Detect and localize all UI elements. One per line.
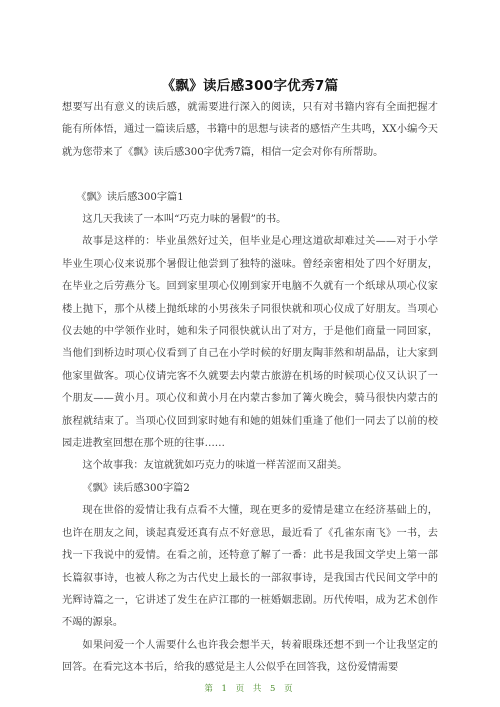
page-footer: 第 1 页 共 5 页: [204, 684, 296, 694]
section1-paragraph-2: 故事是这样的：毕业虽然好过关，但毕业是心理这道砍却难过关——对于小学毕业生项心仪来说那个暑假让他尝到了独特的滋味。曾经亲密相处了四个好朋友，在毕业之后劳燕分飞。回到家里项心仪刚到家开电脑不久就有一个纸球从项心仪家楼上抛下，那个从楼上抛纸球的小男孩朱子同很快就和项心仪成了好朋友。当项心仪去她的中学领作业时，她和朱子同很快就认出了对方，于是他们商量一同回家，当他们到桥边时项心仪看到了自己在小学时候的好朋友陶菲然和胡晶晶，让大家到他家里做客。项心仪请完客不久就要去内蒙古旅游在机场的时候项心仪又认识了一个朋友——黄小月。项心仪和黄小月在内蒙古参加了篝火晚会，骑马很快内蒙古的旅程就结束了。当项心仪回到家时她有和她的姐妹们重逢了他们一同去了以前的校园走进教室回想在那个班的往事……: [62, 236, 438, 450]
section-heading-1: 《飘》读后感300字篇1: [76, 191, 184, 203]
page-title: 《飘》读后感300字优秀7篇: [161, 78, 339, 94]
section2-paragraph-1: 现在世俗的爱情让我有点看不大懂，现在更多的爱情是建立在经济基础上的，也许在朋友之间，谈起真爱还真有点不好意思，最近看了《孔雀东南飞》一书，去找一下我说中的爱情。在看之前，还特意了解了一番：此书是我国文学史上第一部长篇叙事诗，也被人称之为古代史上最长的一部叙事诗，是我国古代民间文学中的光辉诗篇之一，它讲述了发生在庐江郡的一桩婚姻悲剧。历代传唱，成为艺术创作不竭的源泉。: [62, 505, 438, 629]
section2-paragraph-2: 如果问爱一个人需要什么也许我会想半天，转着眼珠还想不到一个让我坚定的回答。在看完这本书后，给我的感觉是主人公似乎在回答我，这份爱情需要: [62, 639, 438, 674]
section1-paragraph-1: 这几天我读了一本叫“巧克力味的暑假”的书。: [82, 214, 287, 226]
document-body: [62, 97, 438, 680]
section1-paragraph-3: 这个故事我：友谊就犹如巧克力的味道一样苦涩而又甜美。: [82, 460, 348, 472]
paragraph-gap: [62, 164, 438, 186]
section-heading-2: 《飘》读后感300字篇2: [82, 482, 190, 494]
intro-paragraph: 想要写出有意义的读后感，就需要进行深入的阅读，只有对书籍内容有全面把握才能有所体悟，通过一篇读后感，书籍中的思想与读者的感悟产生共鸣，XX小编今天就为您带来了《飘》读后感300字优秀7篇，相信一定会对你有所帮助。: [62, 102, 438, 158]
